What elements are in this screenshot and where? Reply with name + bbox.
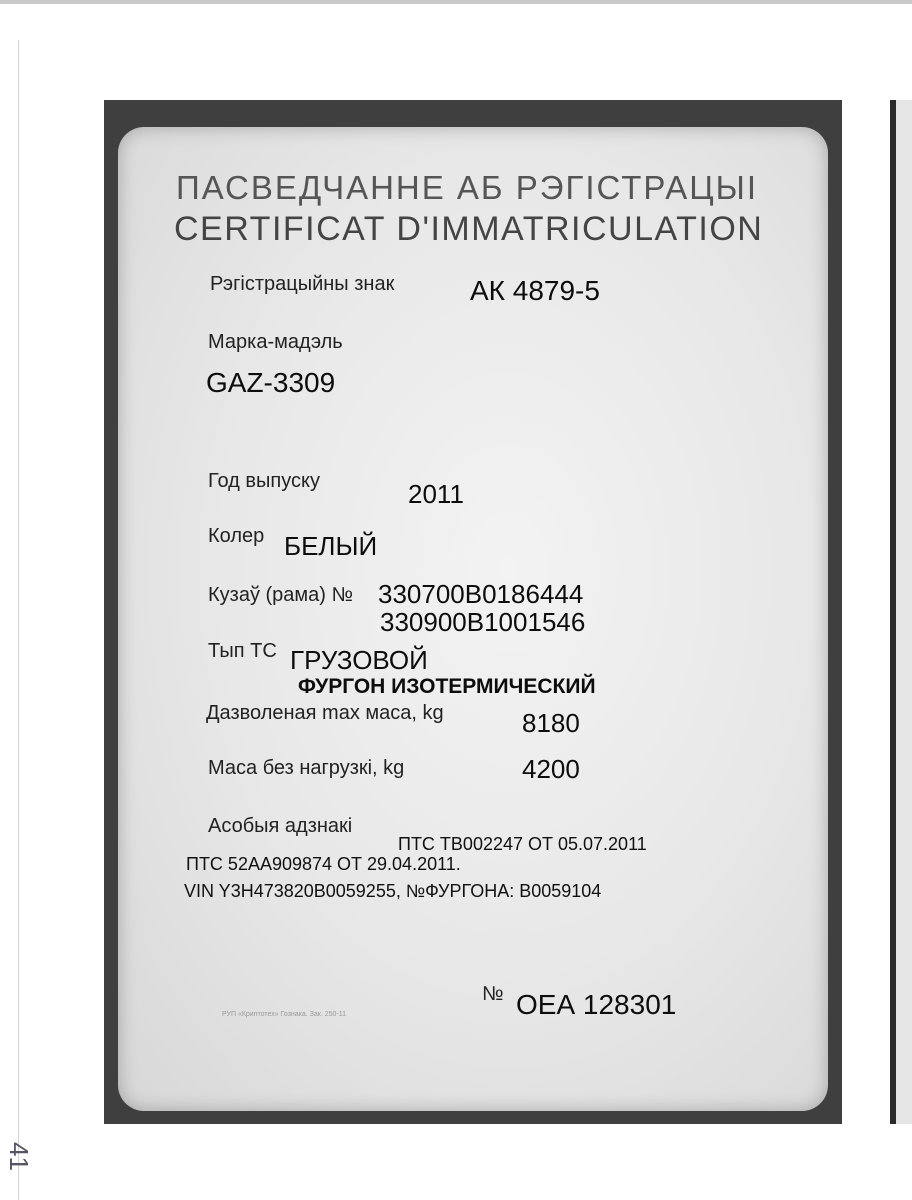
- special-marks-label: Асобыя адзнакі: [208, 815, 353, 837]
- year-label: Год выпуску: [208, 470, 320, 492]
- curb-mass-value: 4200: [522, 754, 580, 784]
- adjacent-card-edge: [890, 100, 912, 1124]
- body-frame-label: Кузаў (рама) №: [208, 584, 353, 606]
- scan-top-edge: [0, 0, 912, 4]
- max-mass-label: Дазволеная max маса, kg: [206, 702, 444, 724]
- color-label: Колер: [208, 525, 265, 547]
- curb-mass-label: Маса без нагрузкі, kg: [208, 757, 405, 779]
- year-value: 2011: [408, 479, 464, 509]
- vehicle-type-label: Тып ТС: [208, 640, 277, 662]
- vehicle-type-value-1: ГРУЗОВОЙ: [290, 645, 428, 675]
- handwritten-page-number: 41: [4, 1142, 34, 1171]
- special-marks-line-3: VIN Y3H473820B0059255, №ФУРГОНА: B0059104: [184, 881, 602, 901]
- registration-certificate-card: [118, 127, 828, 1111]
- make-model-value: GAZ-3309: [206, 367, 336, 398]
- special-marks-line-1: ПТС ТВ002247 ОТ 05.07.2011: [398, 834, 647, 854]
- registration-mark-label: Рэгістрацыйны знак: [210, 273, 395, 295]
- scan-left-edge: [18, 40, 19, 1200]
- printer-imprint: РУП «Криптотех» Гознака. Зак. 250-11: [222, 1011, 347, 1018]
- color-value: БЕЛЫЙ: [284, 531, 378, 561]
- make-model-label: Марка-мадэль: [208, 331, 343, 353]
- body-frame-value-1: 330700B0186444: [378, 579, 584, 609]
- max-mass-value: 8180: [522, 708, 580, 738]
- registration-mark-value: АК 4879-5: [470, 275, 600, 306]
- title-french: CERTIFICAT D'IMMATRICULATION: [174, 210, 764, 248]
- special-marks-line-2: ПТС 52АА909874 ОТ 29.04.2011.: [186, 854, 461, 874]
- serial-number-value: ОЕА 128301: [516, 989, 677, 1020]
- body-frame-value-2: 330900B1001546: [380, 607, 586, 637]
- title-belarusian: ПАСВЕДЧАННЕ АБ РЭГІСТРАЦЫІ: [176, 169, 759, 206]
- serial-number-sign: №: [482, 983, 504, 1005]
- vehicle-type-value-2: ФУРГОН ИЗОТЕРМИЧЕСКИЙ: [298, 675, 596, 698]
